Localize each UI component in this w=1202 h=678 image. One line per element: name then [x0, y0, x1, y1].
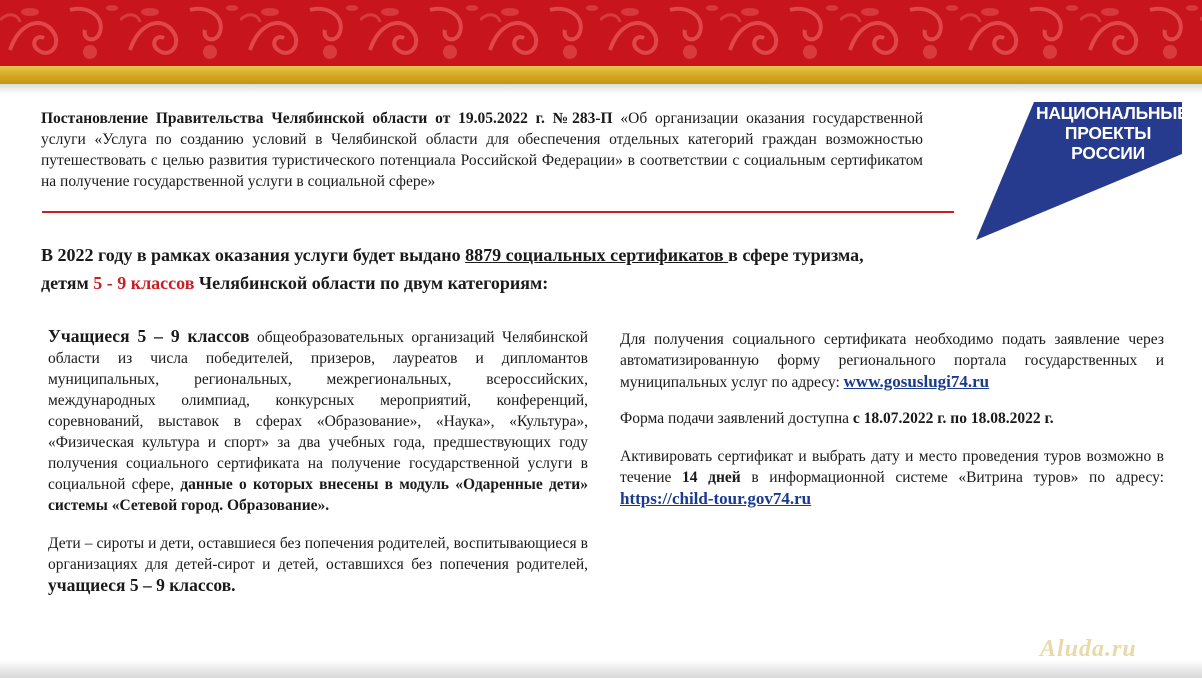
red-divider-line — [42, 211, 954, 213]
ornamental-banner — [0, 0, 1202, 66]
headline — [41, 241, 971, 297]
watermark: Aluda.ru — [1040, 636, 1137, 662]
gosuslugi-link[interactable]: www.gosuslugi74.ru — [843, 372, 990, 391]
category-2-text: Дети – сироты и дети, оставшиеся без попечения родителей, воспитывающиеся в организациях для детей-сирот и детей, оставшихся без попечения родителей, — [48, 535, 588, 573]
application-text: Для получения социального сертификата необходимо подать заявление через автоматизированную форму регионального портала государственных и муниципальных услуг по адресу: — [620, 331, 1164, 391]
folk-ornament-pattern — [0, 0, 1202, 66]
headline-certificates: 8879 социальных сертификатов — [465, 245, 729, 265]
logo-line-2: ПРОЕКТЫ — [1064, 123, 1152, 143]
headline-grades: 5 - 9 классов — [93, 273, 195, 293]
decree-rest: «Об организации оказания государственной услуги «Услуга по созданию условий в Челябинской области для обеспечения отдельных категорий граждан возможностью путешествовать с целью развития туристического потенциала Российской Федерации» в соответствии с социальным сертификатом на получение государственной услуги в социальной сфере» — [41, 110, 923, 190]
gold-stripe — [0, 66, 1202, 84]
activation-text-1: Активировать сертификат и выбрать дату и место проведения туров возможно в течение — [620, 448, 1164, 486]
logo-line-3: РОССИИ — [1071, 143, 1145, 163]
logo-line-1: НАЦИОНАЛЬНЫЕ — [1036, 103, 1189, 123]
decree-title — [41, 108, 923, 192]
category-1-lead: Учащиеся 5 – 9 классов — [48, 326, 250, 346]
child-tour-link[interactable]: https://child-tour.gov74.ru — [620, 489, 812, 508]
logo-text — [1036, 103, 1189, 163]
application-paragraph — [620, 329, 1164, 393]
headline-part3: детям — [41, 273, 94, 293]
instructions-column — [620, 329, 1164, 510]
eligibility-column — [48, 326, 588, 597]
category-2-paragraph — [48, 533, 588, 597]
dates-text: Форма подачи заявлений доступна — [620, 410, 853, 427]
dates-paragraph — [620, 408, 1164, 429]
dates-bold: с 18.07.2022 г. по 18.08.2022 г. — [852, 410, 1054, 427]
category-1-bold: данные о которых внесены в модуль «Одаренные дети» системы «Сетевой город. Образование». — [48, 476, 588, 514]
decree-bold: Постановление Правительства Челябинской области от 19.05.2022 г. №283-П — [41, 110, 613, 127]
category-2-bold: учащиеся 5 – 9 классов. — [48, 575, 236, 595]
headline-part4: Челябинской области по двум категориям: — [194, 273, 549, 293]
activation-days: 14 дней — [682, 469, 741, 486]
divider-band — [0, 84, 1202, 94]
category-1-text: общеобразовательных организаций Челябинской области из числа победителей, призеров, лауреатов и дипломантов муниципальных, региональных, межрегиональных, всероссийских, международных олимпиад, конкурсных мероприятий, конференций, соревнований, выставок в сферах «Образование», «Наука», «Культура», «Физическая культура и спорт» за два учебных года, предшествующих году получения социального сертификата на получение государственной услуги в социальной сфере, — [48, 329, 588, 493]
activation-text-2: в информационной системе «Витрина туров» по адресу: — [740, 469, 1164, 486]
activation-paragraph — [620, 446, 1164, 510]
headline-part2: в сфере туризма, — [728, 245, 864, 265]
category-1-paragraph — [48, 326, 588, 516]
bottom-band — [0, 660, 1202, 678]
headline-part1: В 2022 году в рамках оказания услуги будет выдано — [41, 245, 466, 265]
